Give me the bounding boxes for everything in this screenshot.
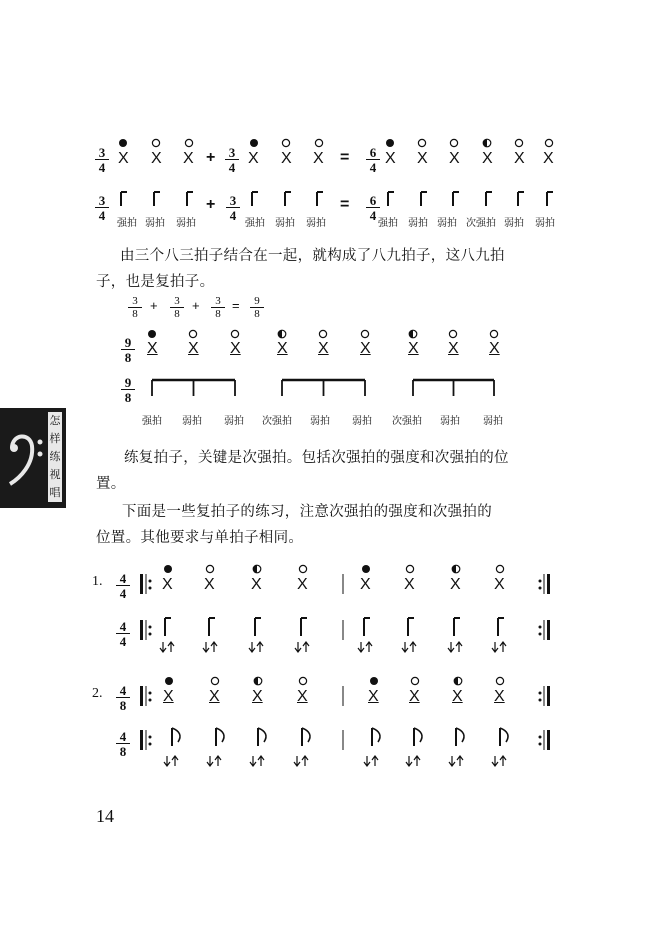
weak-beat-icon bbox=[211, 677, 218, 684]
up-arrow-icon bbox=[500, 756, 506, 766]
repeat-dot bbox=[149, 633, 152, 636]
note-flag bbox=[500, 728, 508, 742]
note-flag bbox=[216, 728, 224, 742]
weak-beat-icon bbox=[545, 139, 552, 146]
strong-beat-icon bbox=[164, 565, 172, 573]
beat-label: 弱拍 bbox=[306, 218, 326, 229]
beat-x: X bbox=[360, 340, 371, 357]
beat-x: X bbox=[277, 340, 288, 357]
beat-label: 次强拍 bbox=[392, 416, 422, 427]
beat-label: 强拍 bbox=[378, 218, 398, 229]
up-arrow-icon bbox=[257, 642, 263, 652]
strong-beat-icon bbox=[362, 565, 370, 573]
weak-beat-icon bbox=[206, 565, 213, 572]
repeat-dot bbox=[539, 743, 542, 746]
repeat-start-bar bbox=[140, 620, 143, 640]
weak-beat-icon bbox=[361, 330, 368, 337]
repeat-start-bar bbox=[140, 686, 143, 706]
beat-x: X bbox=[408, 340, 419, 357]
beat-label: 次强拍 bbox=[262, 416, 292, 427]
up-arrow-icon bbox=[456, 642, 462, 652]
up-arrow-icon bbox=[258, 756, 264, 766]
beat-label: 弱拍 bbox=[310, 416, 330, 427]
down-arrow-icon bbox=[294, 756, 300, 766]
beat-label: 弱拍 bbox=[437, 218, 457, 229]
beat-x: X bbox=[248, 150, 259, 167]
note-flag bbox=[258, 728, 266, 742]
strong-beat-icon bbox=[386, 139, 394, 147]
down-arrow-icon bbox=[492, 756, 498, 766]
paragraph-line: 练复拍子，关键是次强拍。包括次强拍的强度和次强拍的位 bbox=[124, 450, 509, 466]
weak-beat-icon bbox=[299, 565, 306, 572]
down-arrow-icon bbox=[402, 642, 408, 652]
weak-beat-icon bbox=[490, 330, 497, 337]
down-arrow-icon bbox=[250, 756, 256, 766]
paragraph-line: 下面是一些复拍子的练习，注意次强拍的强度和次强拍的 bbox=[122, 504, 492, 520]
repeat-start-bar bbox=[140, 730, 143, 750]
strong-beat-icon bbox=[148, 330, 156, 338]
down-arrow-icon bbox=[449, 756, 455, 766]
beat-x: X bbox=[151, 150, 162, 167]
plus-sign: + bbox=[150, 298, 158, 313]
weak-beat-icon bbox=[319, 330, 326, 337]
repeat-start-bar bbox=[140, 574, 143, 594]
beat-label: 弱拍 bbox=[275, 218, 295, 229]
beat-x: X bbox=[448, 340, 459, 357]
beat-x: X bbox=[417, 150, 428, 167]
note-flag bbox=[456, 728, 464, 742]
paragraph-line: 子，也是复拍子。 bbox=[96, 274, 215, 290]
beat-x: X bbox=[297, 576, 308, 593]
beat-x: X bbox=[449, 150, 460, 167]
weak-beat-icon bbox=[496, 565, 503, 572]
time-signature: $\frac{9}{8}$ bbox=[121, 336, 135, 364]
repeat-dot bbox=[539, 580, 542, 583]
beat-x: X bbox=[360, 576, 371, 593]
beat-x: X bbox=[162, 576, 173, 593]
beat-x: X bbox=[494, 576, 505, 593]
chapter-title-vertical: 怎 样 练 视 唱 bbox=[48, 412, 62, 502]
beat-x: X bbox=[281, 150, 292, 167]
beat-label: 弱拍 bbox=[182, 416, 202, 427]
beat-label: 弱拍 bbox=[483, 416, 503, 427]
repeat-dot bbox=[149, 692, 152, 695]
beat-x: X bbox=[147, 340, 158, 357]
repeat-end-bar bbox=[547, 730, 550, 750]
repeat-dot bbox=[149, 626, 152, 629]
time-signature: $\frac{3}{4}$ bbox=[226, 194, 240, 222]
strong-beat-icon bbox=[370, 677, 378, 685]
beat-label: 强拍 bbox=[142, 416, 162, 427]
repeat-dot bbox=[149, 587, 152, 590]
weak-beat-icon bbox=[450, 139, 457, 146]
beat-x: X bbox=[118, 150, 129, 167]
beat-x: X bbox=[183, 150, 194, 167]
up-arrow-icon bbox=[215, 756, 221, 766]
down-arrow-icon bbox=[406, 756, 412, 766]
down-arrow-icon bbox=[295, 642, 301, 652]
beat-x: X bbox=[297, 688, 308, 705]
beat-x: X bbox=[409, 688, 420, 705]
fraction: $\frac{3}{8}$ bbox=[128, 296, 142, 320]
paragraph-line: 由三个八三拍子结合在一起，就构成了八九拍子，这八九拍 bbox=[120, 248, 505, 264]
weak-beat-icon bbox=[406, 565, 413, 572]
beat-x: X bbox=[230, 340, 241, 357]
beat-x: X bbox=[543, 150, 554, 167]
up-arrow-icon bbox=[366, 642, 372, 652]
beat-label: 弱拍 bbox=[224, 416, 244, 427]
time-signature: $\frac{9}{8}$ bbox=[121, 376, 135, 404]
beat-x: X bbox=[318, 340, 329, 357]
repeat-dot bbox=[539, 633, 542, 636]
beat-x: X bbox=[514, 150, 525, 167]
note-flag bbox=[372, 728, 380, 742]
beat-label: 弱拍 bbox=[176, 218, 196, 229]
plus-sign: + bbox=[192, 298, 200, 313]
repeat-dot bbox=[149, 736, 152, 739]
up-arrow-icon bbox=[172, 756, 178, 766]
weak-beat-icon bbox=[185, 139, 192, 146]
beat-label: 弱拍 bbox=[352, 416, 372, 427]
down-arrow-icon bbox=[492, 642, 498, 652]
time-signature: $\frac{3}{4}$ bbox=[95, 146, 109, 174]
up-arrow-icon bbox=[410, 642, 416, 652]
down-arrow-icon bbox=[448, 642, 454, 652]
down-arrow-icon bbox=[164, 756, 170, 766]
time-signature: $\frac{4}{4}$ bbox=[116, 572, 130, 600]
beat-label: 弱拍 bbox=[408, 218, 428, 229]
note-flag bbox=[302, 728, 310, 742]
exercise-number: 1. bbox=[92, 574, 103, 589]
up-arrow-icon bbox=[303, 642, 309, 652]
up-arrow-icon bbox=[457, 756, 463, 766]
time-signature: $\frac{4}{4}$ bbox=[116, 620, 130, 648]
repeat-dot bbox=[149, 699, 152, 702]
down-arrow-icon bbox=[364, 756, 370, 766]
repeat-end-bar bbox=[547, 574, 550, 594]
page-number: 14 bbox=[96, 806, 114, 826]
plus-sign: + bbox=[206, 196, 216, 213]
beat-x: X bbox=[251, 576, 262, 593]
weak-beat-icon bbox=[418, 139, 425, 146]
weak-beat-icon bbox=[299, 677, 306, 684]
beat-x: X bbox=[452, 688, 463, 705]
repeat-dot bbox=[539, 587, 542, 590]
up-arrow-icon bbox=[414, 756, 420, 766]
strong-beat-icon bbox=[165, 677, 173, 685]
beat-x: X bbox=[489, 340, 500, 357]
paragraph-line: 置。 bbox=[96, 476, 126, 492]
time-signature: $\frac{6}{4}$ bbox=[366, 146, 380, 174]
beat-x: X bbox=[404, 576, 415, 593]
equals-sign: = bbox=[340, 149, 350, 166]
fraction: $\frac{9}{8}$ bbox=[250, 296, 264, 320]
beat-x: X bbox=[163, 688, 174, 705]
strong-beat-icon bbox=[250, 139, 258, 147]
down-arrow-icon bbox=[207, 756, 213, 766]
beat-x: X bbox=[204, 576, 215, 593]
weak-beat-icon bbox=[515, 139, 522, 146]
equals-sign: = bbox=[340, 196, 350, 213]
weak-beat-icon bbox=[411, 677, 418, 684]
repeat-dot bbox=[149, 580, 152, 583]
repeat-dot bbox=[539, 692, 542, 695]
strong-beat-icon bbox=[119, 139, 127, 147]
beat-label: 弱拍 bbox=[535, 218, 555, 229]
weak-beat-icon bbox=[315, 139, 322, 146]
time-signature: $\frac{3}{4}$ bbox=[225, 146, 239, 174]
paragraph-line: 位置。其他要求与单拍子相同。 bbox=[96, 530, 304, 546]
time-signature: $\frac{4}{8}$ bbox=[116, 730, 130, 758]
down-arrow-icon bbox=[358, 642, 364, 652]
up-arrow-icon bbox=[500, 642, 506, 652]
beat-x: X bbox=[450, 576, 461, 593]
weak-beat-icon bbox=[189, 330, 196, 337]
beat-x: X bbox=[368, 688, 379, 705]
down-arrow-icon bbox=[160, 642, 166, 652]
time-signature: $\frac{6}{4}$ bbox=[366, 194, 380, 222]
time-signature: $\frac{4}{8}$ bbox=[116, 684, 130, 712]
beat-x: X bbox=[188, 340, 199, 357]
equals-sign: = bbox=[232, 298, 240, 313]
beat-label: 弱拍 bbox=[504, 218, 524, 229]
weak-beat-icon bbox=[282, 139, 289, 146]
weak-beat-icon bbox=[449, 330, 456, 337]
beat-label: 强拍 bbox=[117, 218, 137, 229]
weak-beat-icon bbox=[496, 677, 503, 684]
weak-beat-icon bbox=[152, 139, 159, 146]
beat-x: X bbox=[385, 150, 396, 167]
beat-label: 强拍 bbox=[245, 218, 265, 229]
down-arrow-icon bbox=[203, 642, 209, 652]
beat-label: 弱拍 bbox=[440, 416, 460, 427]
beat-label: 弱拍 bbox=[145, 218, 165, 229]
up-arrow-icon bbox=[211, 642, 217, 652]
beat-x: X bbox=[252, 688, 263, 705]
repeat-dot bbox=[149, 743, 152, 746]
note-flag bbox=[172, 728, 180, 742]
time-signature: $\frac{3}{4}$ bbox=[95, 194, 109, 222]
beat-label: 次强拍 bbox=[466, 218, 496, 229]
beat-x: X bbox=[313, 150, 324, 167]
down-arrow-icon bbox=[249, 642, 255, 652]
fraction: $\frac{3}{8}$ bbox=[170, 296, 184, 320]
repeat-end-bar bbox=[547, 620, 550, 640]
beat-x: X bbox=[209, 688, 220, 705]
up-arrow-icon bbox=[168, 642, 174, 652]
beat-x: X bbox=[482, 150, 493, 167]
note-flag bbox=[414, 728, 422, 742]
repeat-end-bar bbox=[547, 686, 550, 706]
fraction: $\frac{3}{8}$ bbox=[211, 296, 225, 320]
plus-sign: + bbox=[206, 149, 216, 166]
repeat-dot bbox=[539, 699, 542, 702]
up-arrow-icon bbox=[302, 756, 308, 766]
up-arrow-icon bbox=[372, 756, 378, 766]
repeat-dot bbox=[539, 736, 542, 739]
beat-x: X bbox=[494, 688, 505, 705]
repeat-dot bbox=[539, 626, 542, 629]
exercise-number: 2. bbox=[92, 686, 103, 701]
weak-beat-icon bbox=[231, 330, 238, 337]
